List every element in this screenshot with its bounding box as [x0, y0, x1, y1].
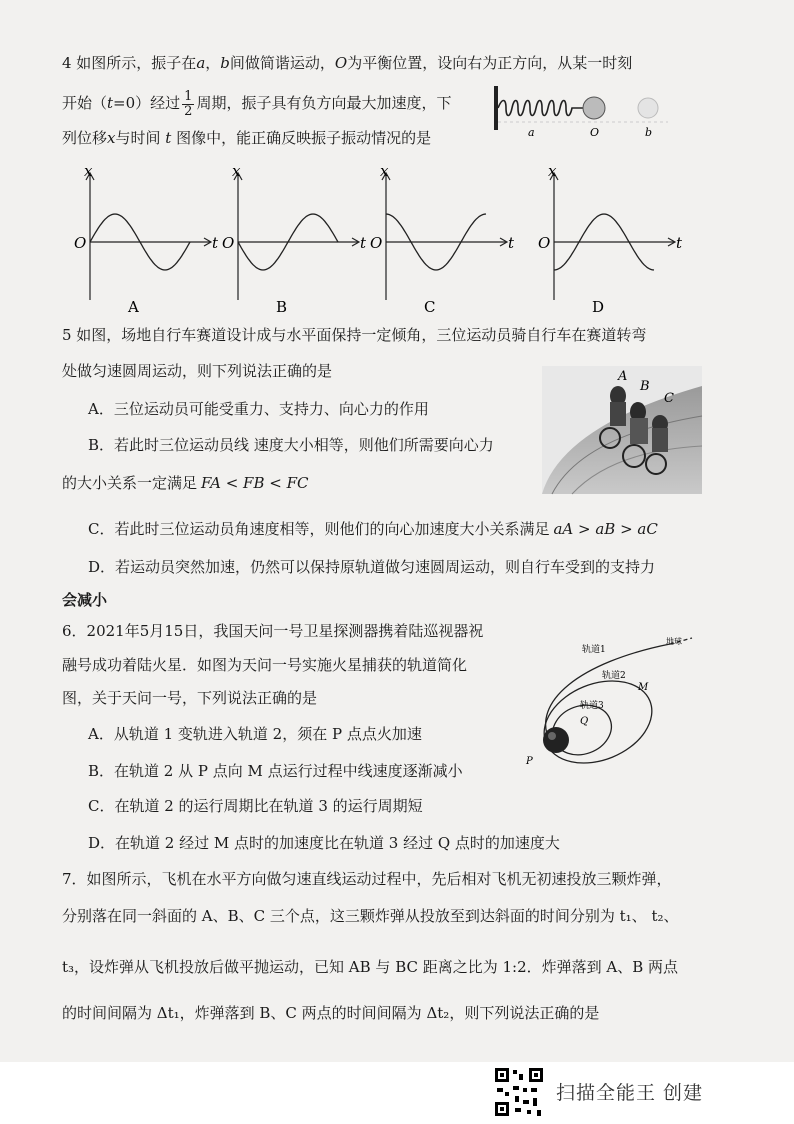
x-axis-label: t	[212, 234, 219, 252]
q6-option-a: A．从轨道 1 变轨进入轨道 2，须在 P 点点火加速	[88, 725, 422, 743]
q4-line2-text2: 周期，振子具有负方向最大加速度，下	[196, 94, 452, 112]
option-label-a: A	[128, 298, 139, 316]
q7-line2: 分别落在同一斜面的 A、B、C 三个点，这三颗炸弹从投放至到达斜面的时间分别为 t₁、 t₂、	[62, 907, 679, 925]
q5-option-d-line1: D．若运动员突然加速，仍然可以保持原轨道做匀速圆周运动，则自行车受到的支持力	[88, 558, 656, 576]
spring	[498, 101, 584, 116]
ghost-ball	[638, 98, 658, 118]
orbit2-label: 轨道2	[602, 671, 626, 681]
frac-num: 1	[184, 88, 193, 104]
q7-line4: 的时间间隔为 Δt₁，炸弹落到 B、C 两点的时间间隔为 Δt₂，则下列说法正确的是	[62, 1004, 600, 1022]
x-axis-label: t	[508, 234, 515, 252]
q6-line1: 6．2021年5月15日，我国天问一号卫星探测器携着陆巡视器祝	[62, 622, 484, 640]
graph-b	[222, 162, 367, 316]
q6-option-d: D．在轨道 2 经过 M 点时的加速度比在轨道 3 经过 Q 点时的加速度大	[88, 834, 560, 852]
option-label-d: D	[592, 298, 605, 316]
q5-c-formula: aA > aB > aC	[553, 520, 658, 538]
orbit3-label: 轨道3	[580, 701, 604, 711]
cyclists-photo	[542, 366, 702, 494]
oscillator-ball	[583, 97, 605, 119]
q5-line1: 5 如图，场地自行车赛道设计成与水平面保持一定倾角，三位运动员骑自行车在赛道转弯	[62, 326, 647, 344]
q7-line1: 7．如图所示，飞机在水平方向做匀速直线运动过程中，先后相对飞机无初速投放三颗炸弹，	[62, 870, 672, 888]
mars-planet	[543, 727, 569, 753]
comma: ，	[205, 54, 221, 72]
var-x: x	[107, 129, 116, 147]
origin-label: O	[222, 234, 235, 252]
orbit-1	[546, 644, 670, 742]
q4-line2	[62, 88, 451, 118]
scanner-brand-watermark: 扫描全能王 创建	[556, 1082, 704, 1104]
q5-c-text: C．若此时三位运动员角速度相等，则他们的向心加速度大小关系满足	[88, 520, 550, 538]
var-t2: t	[165, 129, 172, 147]
q4-line1-text2: 间做简谐运动，	[229, 54, 335, 72]
q5-option-b-line1: B．若此时三位运动员线 速度大小相等，则他们所需要向心力	[88, 436, 494, 454]
label-O: O	[590, 126, 600, 139]
q4-line1	[62, 53, 632, 73]
q4-line1-text3: 为平衡位置，设向右为正方向，从某一时刻	[347, 54, 633, 72]
q5-option-c	[88, 519, 658, 539]
graph-a	[74, 162, 219, 316]
photo-label-A: A	[618, 369, 628, 384]
q7-line3: t₃，设炸弹从飞机投放后做平抛运动，已知 AB 与 BC 距离之比为 1:2．炸弹落到 A、B 两点	[62, 958, 679, 976]
point-P: P	[526, 756, 533, 767]
q6-option-b: B．在轨道 2 从 P 点向 M 点运行过程中线速度逐渐减小	[88, 762, 463, 780]
var-a: a	[196, 54, 206, 72]
q5-option-a: A．三位运动员可能受重力、支持力、向心力的作用	[88, 400, 429, 418]
q4-line3	[62, 128, 431, 148]
var-O: O	[334, 54, 348, 72]
x-axis-label: t	[676, 234, 683, 252]
q6-line2: 融号成功着陆火星．如图为天问一号实施火星捕获的轨道简化	[62, 656, 468, 674]
q4-line3-text3: 图像中，能正确反映振子振动情况的是	[176, 129, 432, 147]
photo-label-C: C	[664, 391, 674, 406]
frac-den: 2	[184, 103, 193, 119]
spring-oscillator-figure	[488, 78, 678, 148]
label-b: b	[645, 126, 653, 139]
mars-highlight	[548, 732, 556, 740]
q4-line2-text: 开始（	[62, 94, 108, 112]
q4-line3-text: 列位移	[62, 129, 108, 147]
orbit-diagram	[520, 632, 700, 772]
q4-line2-eq: =0）经过	[113, 94, 181, 112]
x-axis-label: t	[360, 234, 367, 252]
fraction-half	[182, 90, 194, 119]
photo-label-B: B	[640, 379, 650, 394]
q5-option-b-line2	[62, 473, 308, 493]
q4-line3-text2: 与时间	[115, 129, 161, 147]
q5-b-formula: FA < FB < FC	[201, 474, 309, 492]
var-b: b	[220, 54, 230, 72]
qr-code-icon	[493, 1066, 545, 1118]
graph-c	[370, 162, 515, 316]
q5-b-text: 的大小关系一定满足	[62, 474, 198, 492]
orbit1-label: 轨道1	[582, 645, 606, 655]
graph-d	[538, 162, 683, 316]
earth-label: 地球	[666, 637, 682, 646]
y-axis-label: x	[232, 162, 241, 180]
var-t: t	[107, 94, 114, 112]
y-axis-label: x	[84, 162, 93, 180]
option-label-b: B	[276, 298, 288, 316]
q6-line3: 图，关于天问一号，下列说法正确的是	[62, 689, 318, 707]
q5-option-d-line2: 会减小	[62, 591, 108, 609]
q5-line2: 处做匀速圆周运动，则下列说法正确的是	[62, 362, 333, 380]
y-axis-label: x	[548, 162, 557, 180]
origin-label: O	[538, 234, 551, 252]
q6-option-c: C．在轨道 2 的运行周期比在轨道 3 的运行周期短	[88, 797, 423, 815]
origin-label: O	[74, 234, 87, 252]
q4-line1-text: 4 如图所示，振子在	[62, 54, 197, 72]
point-M: M	[638, 682, 649, 693]
point-Q: Q	[580, 716, 589, 727]
origin-label: O	[370, 234, 383, 252]
y-axis-label: x	[380, 162, 389, 180]
xt-graphs	[60, 160, 683, 320]
label-a: a	[528, 126, 535, 139]
option-label-c: C	[424, 298, 436, 316]
